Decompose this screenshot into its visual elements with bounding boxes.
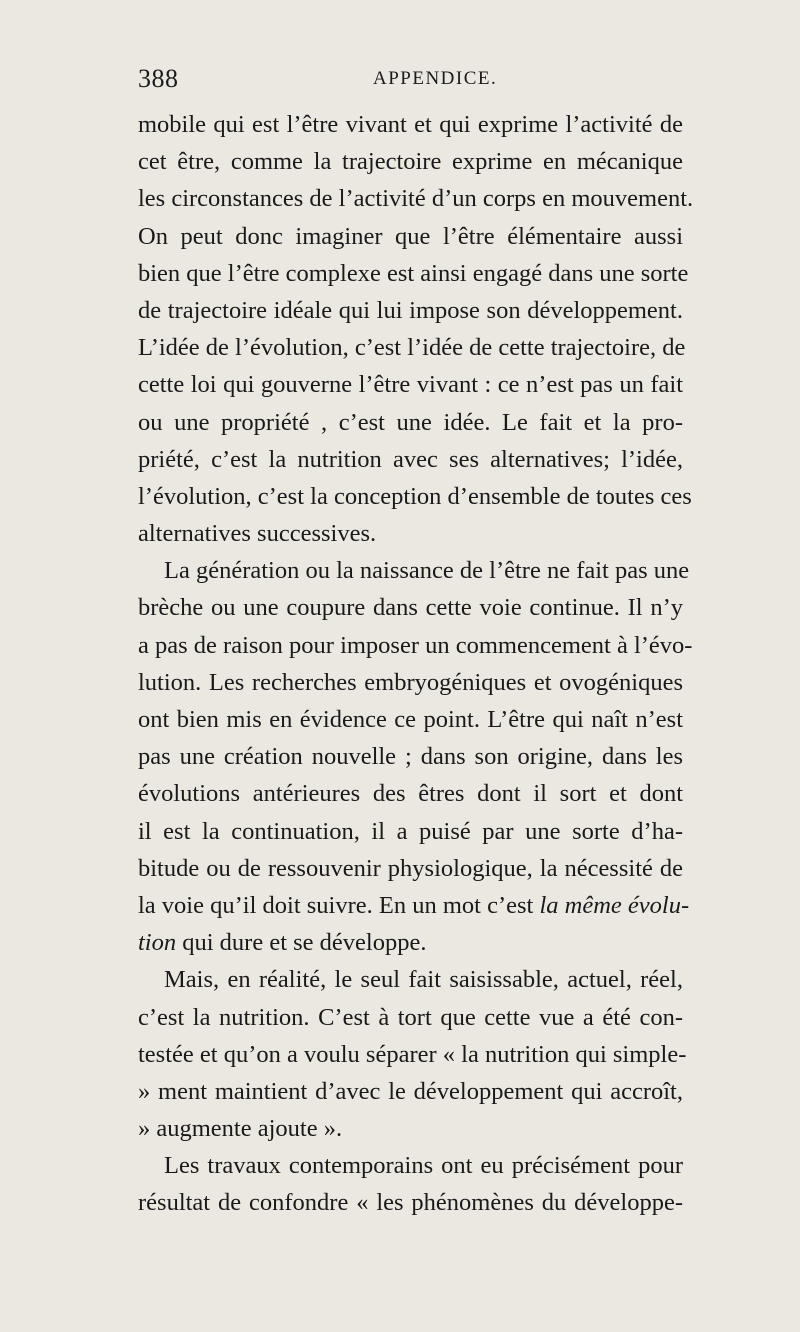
text-line: Mais, en réalité, le seul fait saisissable, actuel, réel,: [164, 966, 683, 994]
text-line: testée et qu’on a voulu séparer « la nutrition qui simple-: [138, 1040, 687, 1068]
text-line: On peut donc imaginer que l’être élémentaire aussi: [138, 222, 683, 250]
text-line: lution. Les recherches embryogéniques et ovogéniques: [138, 668, 683, 696]
text-line: ont bien mis en évidence ce point. L’être qui naît n’est: [138, 706, 683, 733]
text-line: alternatives successives.: [138, 520, 377, 548]
text-line: bien que l’être complexe est ainsi engagé dans une sorte: [138, 259, 689, 287]
text-line: brèche ou une coupure dans cette voie continue. Il n’y: [138, 594, 683, 622]
text-line: mobile qui est l’être vivant et qui exprime l’activité de: [138, 111, 683, 138]
text-line: pas une création nouvelle ; dans son origine, dans les: [138, 743, 683, 771]
text-line: ou une propriété , c’est une idée. Le fait et la pro-: [138, 408, 683, 436]
text-line: de trajectoire idéale qui lui impose son développement.: [138, 296, 683, 324]
italic-phrase: la même évolu-: [539, 891, 690, 919]
text-line: [138, 887, 690, 924]
text-line: résultat de confondre « les phénomènes du développe-: [138, 1189, 683, 1217]
text-line: » ment maintient d’avec le développement qui accroît,: [138, 1077, 683, 1105]
body-text: [138, 106, 694, 1222]
text-line: les circonstances de l’activité d’un corps en mouvement.: [138, 185, 694, 213]
text-line: il est la continuation, il a puisé par une sorte d’ha-: [138, 817, 683, 845]
text-line: cette loi qui gouverne l’être vivant : ce n’est pas un fait: [138, 371, 683, 399]
text-line: a pas de raison pour imposer un commencement à l’évo-: [138, 631, 693, 659]
text-line: l’évolution, c’est la conception d’ensemble de toutes ces: [138, 482, 692, 510]
text-line: La génération ou la naissance de l’être ne fait pas une: [164, 557, 690, 585]
text-line: bitude ou de ressouvenir physiologique, la nécessité de: [138, 854, 683, 882]
running-title: APPENDICE.: [373, 68, 498, 89]
text-line: [138, 924, 683, 961]
running-head: [138, 64, 683, 94]
italic-phrase: tion: [138, 929, 177, 957]
text-line: cet être, comme la trajectoire exprime en mécanique: [138, 148, 683, 176]
text-line: Les travaux contemporains ont eu précisément pour: [164, 1152, 683, 1180]
text-span: la voie qu’il doit suivre. En un mot c’est: [138, 891, 534, 919]
text-span: qui dure et se développe.: [182, 929, 427, 957]
page-number: 388: [138, 64, 179, 93]
text-line: c’est la nutrition. C’est à tort que cette vue a été con-: [138, 1003, 683, 1031]
text-line: » augmente ajoute ».: [138, 1115, 343, 1143]
text-line: priété, c’est la nutrition avec ses alternatives; l’idée,: [138, 445, 683, 473]
text-line: évolutions antérieures des êtres dont il sort et dont: [138, 780, 683, 808]
text-line: L’idée de l’évolution, c’est l’idée de cette trajectoire, de: [138, 334, 686, 362]
